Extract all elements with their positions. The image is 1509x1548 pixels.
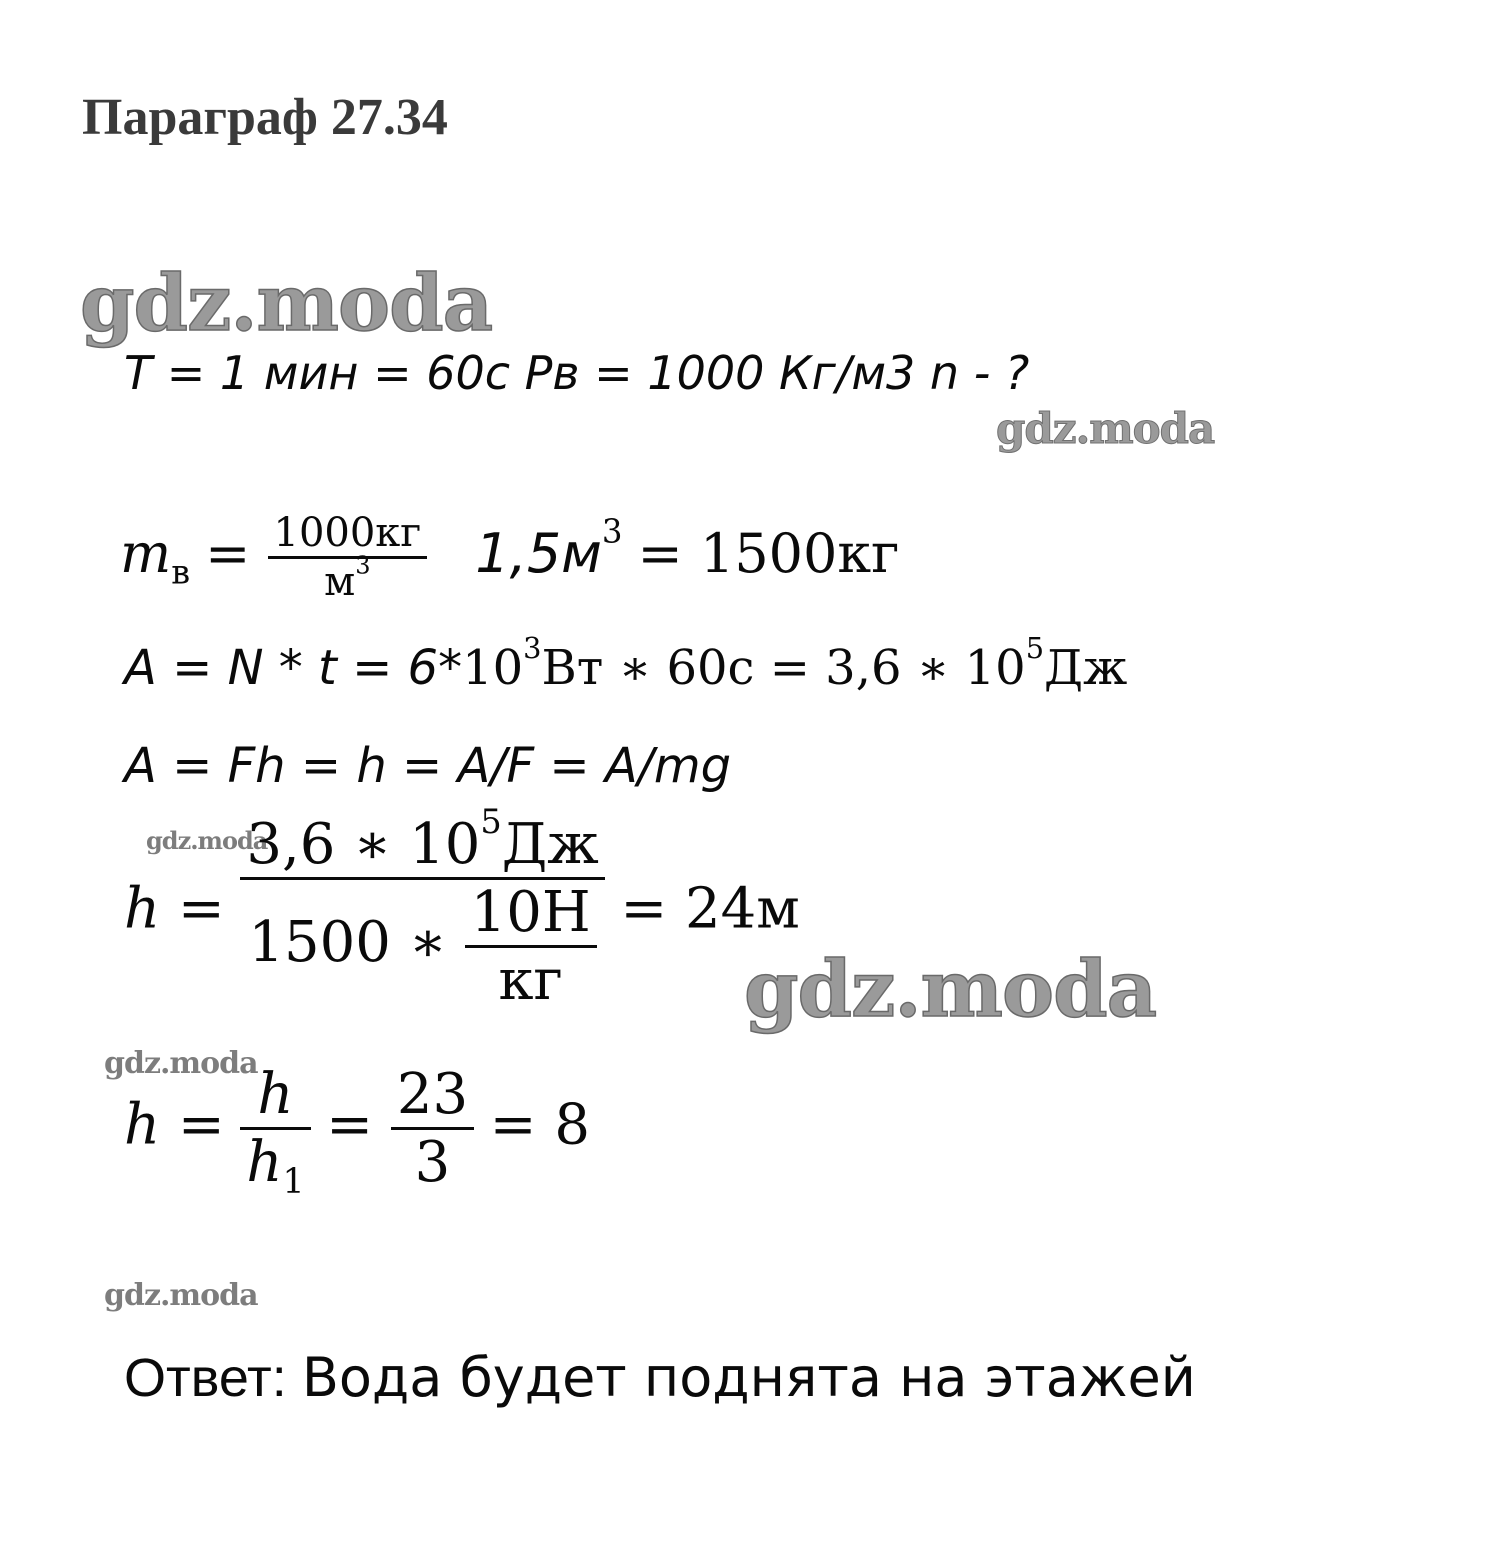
watermark: gdz.moda: [744, 944, 1157, 1035]
mass-equation: $m_в$ = $\frac{1000кг}{м^3}$ $1,5м^3 = 1500кг$: [120, 510, 900, 605]
page-title: Параграф 27.34: [82, 89, 448, 146]
density-fraction: $\frac{1000кг}{м^3}$: [268, 510, 428, 605]
watermark: gdz.moda: [146, 826, 268, 855]
watermark: gdz.moda: [104, 1046, 258, 1081]
height-equation: h = 3,6 ∗ $10^5Дж$ 1500 ∗ $\frac{10Н}{кг}$ = 24м: [124, 801, 800, 1013]
floors-result: = 8: [489, 1092, 591, 1158]
fraction-numerator: 1000кг: [273, 510, 422, 556]
mass-subscript: в: [171, 552, 191, 592]
volume-value: 1,5м: [475, 521, 602, 585]
work-equation: $A = N * t = 6*10^3Вт$ ∗ 60с = 3,6 ∗ $10^5Дж$: [124, 631, 1128, 696]
answer-label: Ответ:: [124, 1348, 287, 1408]
answer-text: Вода будет поднята на этажей: [301, 1346, 1196, 1409]
height-fraction: 3,6 ∗ $10^5Дж$ 1500 ∗ $\frac{10Н}{кг}$: [240, 812, 604, 1013]
floors-equation: h = $\frac{h}{h_1}$ = $\frac{23}{3}$ = 8: [124, 1062, 591, 1203]
fraction-denominator: м: [324, 559, 356, 605]
given-data: T = 1 мин = 60с Рв = 1000 Кг/м3 n - ?: [124, 346, 1030, 400]
watermark: gdz.moda: [80, 258, 493, 349]
height-formula: A = Fh = h = A/F = A/mg: [124, 738, 732, 794]
mass-result: = 1500кг: [637, 521, 900, 585]
height-result: = 24м: [620, 876, 800, 942]
watermark: gdz.moda: [104, 1278, 258, 1313]
watermark: gdz.moda: [996, 404, 1215, 453]
answer: [124, 1346, 1196, 1409]
mass-symbol: m: [120, 521, 172, 585]
